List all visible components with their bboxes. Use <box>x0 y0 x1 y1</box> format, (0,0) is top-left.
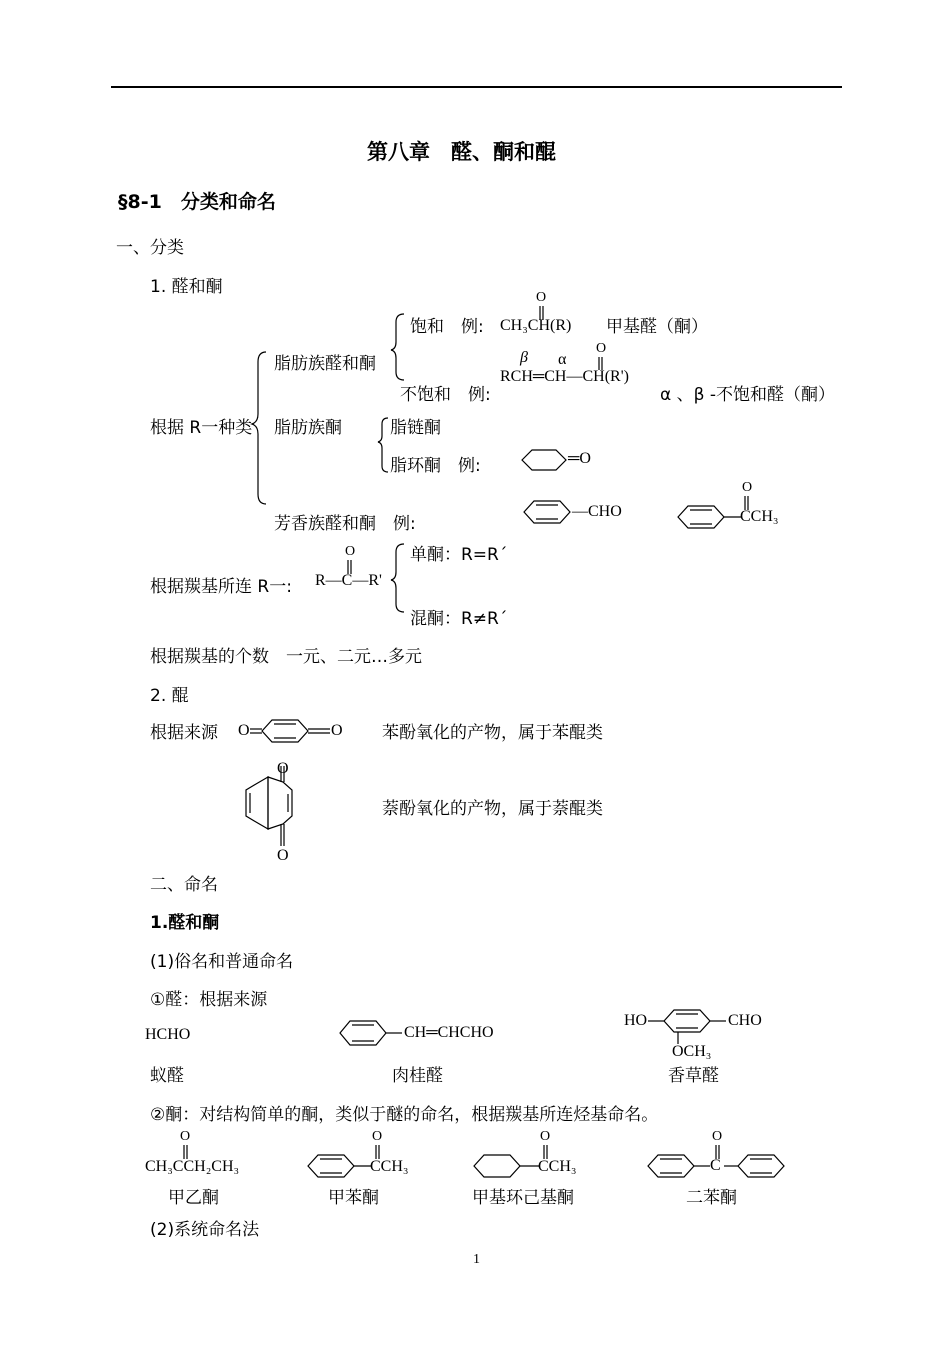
nq-o-top: O <box>277 760 289 777</box>
systematic-naming: (2)系统命名法 <box>150 1220 260 1240</box>
benzaldehyde-cho: —CHO <box>572 503 622 520</box>
sat-o: O <box>536 290 547 305</box>
cyclohexane-ring <box>522 450 566 470</box>
naphthoquinone-desc: 萘酚氧化的产物，属于萘醌类 <box>382 799 603 819</box>
aliphatic-ald-ket: 脂肪族醛和酮 <box>274 354 376 374</box>
benzene-ring-1 <box>524 501 570 523</box>
part1-sub1: 1. 醛和酮 <box>150 277 223 297</box>
vanillin-ho: HO <box>624 1012 648 1029</box>
saturated-label: 饱和 例: <box>410 317 484 337</box>
common-naming: (1)俗名和普通命名 <box>150 952 294 972</box>
aliphatic-ket: 脂肪族酮 <box>274 418 342 438</box>
part2-sub1: 1.醛和酮 <box>150 913 220 933</box>
vanillin-cho: CHO <box>728 1012 762 1029</box>
bp-o: O <box>712 1129 723 1144</box>
carbonyl-count: 根据羰基的个数 一元、二元…多元 <box>150 647 422 667</box>
unsat-beta: β <box>520 349 528 366</box>
vanillin-name: 香草醛 <box>668 1066 719 1086</box>
benzophenone-ring-right <box>738 1155 784 1177</box>
benzene-ring-2 <box>678 506 724 528</box>
sat-example: CH₃CH(R) <box>500 317 572 334</box>
vanillin-och3: OCH₃ <box>672 1043 712 1060</box>
ap-o: O <box>372 1129 383 1144</box>
carbonyl-label: 根据羰基所连 R一: <box>150 577 292 597</box>
benzoquinone-desc: 苯酚氧化的产物，属于苯醌类 <box>382 723 603 743</box>
carbonyl-o: O <box>345 544 356 559</box>
cyclic-o: ═O <box>568 450 591 467</box>
quinone-source: 根据来源 <box>150 723 218 743</box>
part2-heading: 二、命名 <box>150 875 218 895</box>
carbonyl-formula: R—C—R' <box>315 572 382 589</box>
unsat-example: RCH═CH—CH(R') <box>500 368 629 385</box>
chain-ket: 脂链酮 <box>390 418 441 438</box>
unsaturated-label: 不饱和 例: <box>400 385 491 405</box>
acetophenone-ring <box>308 1155 354 1177</box>
vanillin-ring <box>664 1010 710 1032</box>
simple-ket: 单酮：R=R´ <box>410 545 508 565</box>
sat-name: 甲基醛（酮） <box>606 317 708 337</box>
benzoquinone-ring <box>262 720 308 742</box>
carbonyl-brace <box>391 544 404 612</box>
sat-brace <box>391 314 404 380</box>
aromatic-cch3: CCH₃ <box>740 508 779 525</box>
nq-o-bottom: O <box>277 847 289 864</box>
cyclohexyl-ring <box>474 1155 520 1177</box>
ket-brace <box>378 418 388 472</box>
mek-o: O <box>180 1129 191 1144</box>
bp-c: C <box>710 1157 721 1174</box>
bq-o-left: O <box>238 722 250 739</box>
cyclic-ket: 脂环酮 例: <box>390 456 481 476</box>
mixed-ket: 混酮：R≠R´ <box>410 609 508 629</box>
unsat-o: O <box>596 341 607 356</box>
root-label: 根据 R一种类 <box>150 418 253 438</box>
bq-o-right: O <box>331 722 343 739</box>
chapter-title: 第八章 醛、酮和醌 <box>367 140 556 164</box>
formaldehyde-name: 蚁醛 <box>150 1066 184 1086</box>
acetophenone-o-top: O <box>742 480 753 495</box>
naphthoquinone-ring-left <box>246 777 268 829</box>
cyclohexyl-methyl-name: 甲基环己基酮 <box>472 1188 574 1208</box>
main-brace <box>252 352 266 504</box>
mek-name: 甲乙酮 <box>168 1188 219 1208</box>
hcho-formula: HCHO <box>145 1026 191 1043</box>
chmk-o: O <box>540 1129 551 1144</box>
ketone-rule: ②酮：对结构简单的酮，类似于醚的命名，根据羰基所连烃基命名。 <box>150 1105 659 1125</box>
unsat-alpha: α <box>558 351 567 368</box>
section-title: §8-1 分类和命名 <box>118 191 276 213</box>
part1-heading: 一、分类 <box>116 238 184 258</box>
unsat-name: α 、β -不饱和醛（酮） <box>660 385 835 405</box>
ap-cch3: CCH₃ <box>370 1158 409 1175</box>
page-number: 1 <box>473 1252 480 1267</box>
acetophenone-name: 甲苯酮 <box>328 1188 379 1208</box>
chmk-cch3: CCH₃ <box>538 1158 577 1175</box>
benzophenone-name: 二苯酮 <box>686 1188 737 1208</box>
aldehyde-rule: ①醛：根据来源 <box>150 990 268 1010</box>
benzophenone-ring-left <box>648 1155 694 1177</box>
cinnamaldehyde-formula: CH═CHCHO <box>404 1024 494 1041</box>
cinnamaldehyde-name: 肉桂醛 <box>392 1066 443 1086</box>
aromatic-label: 芳香族醛和酮 例: <box>274 514 416 534</box>
mek-formula: CH₃CCH₂CH₃ <box>145 1158 240 1175</box>
part1-sub2: 2. 醌 <box>150 686 189 706</box>
